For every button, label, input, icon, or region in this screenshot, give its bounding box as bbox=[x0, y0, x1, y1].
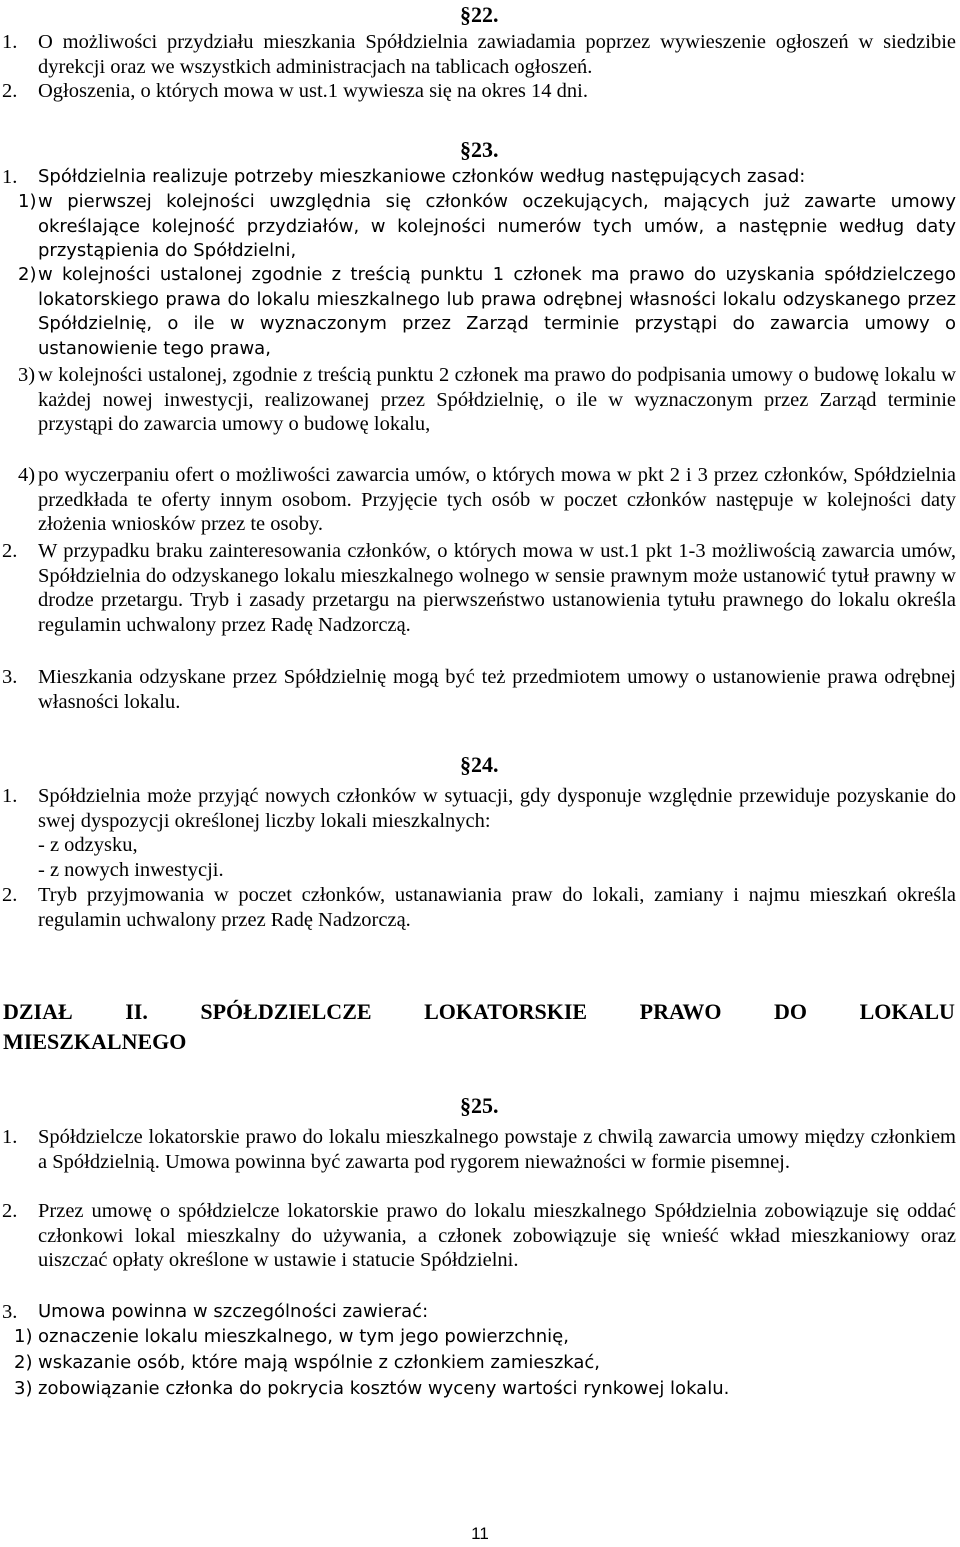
sec22-p1-text: O możliwości przydziału mieszkania Spółdzielnia zawiadamia poprzez wywieszenie ogłoszeń w siedzibie dyrekcji oraz we wszystkich administracjach na tablicach ogłoszeń. bbox=[38, 31, 956, 78]
sec23-p3-number: 3. bbox=[2, 666, 18, 688]
sec25-sub2-text: wskazanie osób, które mają wspólnie z członkiem zamieszkać, bbox=[38, 1352, 601, 1373]
sec24-dash-item-2: - z nowych inwestycji. bbox=[38, 859, 224, 881]
sec24-dash-item-1: - z odzysku, bbox=[38, 834, 138, 856]
division-word: DZIAŁ bbox=[3, 999, 73, 1024]
division-word: SPÓŁDZIELCZE bbox=[200, 999, 372, 1024]
division-word: LOKALU bbox=[859, 999, 955, 1024]
sec23-paragraph-1 bbox=[2, 165, 956, 190]
sec25-sub3-text: zobowiązanie członka do pokrycia kosztów wyceny wartości rynkowej lokalu. bbox=[38, 1378, 730, 1399]
sec23-sub2-text: w kolejności ustalonej zgodnie z treścią punktu 1 członek ma prawo do uzyskania spółdzielczego lokatorskiego prawa do lokalu mieszkalnego lub prawa odrębnej własności lokalu odzyskanego przez Spółdzielnię, o ile w wyznaczonym przez Zarząd terminie przystąpi do zawarcia umowy o ustanowienie tego prawa, bbox=[38, 264, 956, 359]
sec22-p1-number: 1. bbox=[2, 31, 18, 53]
sec23-subitem-3 bbox=[18, 363, 956, 437]
division-heading bbox=[3, 997, 955, 1057]
sec23-sub3-text: w kolejności ustalonej, zgodnie z treścią punktu 2 członek ma prawo do podpisania umowy o budowę lokalu w każdej nowej inwestycji, realizowanej przez Spółdzielnię, o ile w wyznaczonym przez Zarząd terminie przystąpi do zawarcia umowy o budowę lokalu, bbox=[38, 364, 956, 435]
sec23-p1-text: Spółdzielnia realizuje potrzeby mieszkaniowe członków według następujących zasad: bbox=[38, 166, 806, 187]
sec24-p2-text: Tryb przyjmowania w poczet członków, ustanawiania praw do lokali, zamiany i najmu mieszkań określa regulamin uchwalony przez Radę Nadzorczą. bbox=[38, 884, 956, 931]
sec23-sub4-number: 4) bbox=[18, 464, 36, 486]
sec23-subitem-4 bbox=[18, 463, 956, 537]
division-word: DO bbox=[774, 999, 808, 1024]
sec23-sub1-number: 1) bbox=[18, 191, 37, 212]
section-23-heading: §23. bbox=[460, 137, 499, 162]
sec23-sub3-number: 3) bbox=[18, 364, 36, 386]
sec22-p2-text: Ogłoszenia, o których mowa w ust.1 wywiesza się na okres 14 dni. bbox=[38, 80, 588, 102]
sec25-p3-text: Umowa powinna w szczególności zawierać: bbox=[38, 1301, 429, 1322]
sec25-paragraph-2 bbox=[2, 1199, 956, 1273]
sec23-p2-text: W przypadku braku zainteresowania członków, o których mowa w ust.1 pkt 1-3 możliwością zawarcia umów, Spółdzielnia do odzyskanego lokalu mieszkalnego wolnego w sensie prawnym może ustanowić tytuł prawny w drodze przetargu. Tryb i zasady przetargu na pierwszeństwo ustanowienia tytułu prawnego do lokalu określa regulamin uchwalony przez Radę Nadzorczą. bbox=[38, 540, 956, 636]
sec23-p2-number: 2. bbox=[2, 540, 18, 562]
division-heading-line-2: MIESZKALNEGO bbox=[3, 1029, 187, 1054]
page-number: 11 bbox=[471, 1524, 489, 1543]
sec25-paragraph-1 bbox=[2, 1125, 956, 1174]
sec25-p1-text: Spółdzielcze lokatorskie prawo do lokalu mieszkalnego powstaje z chwilą zawarcia umowy między członkiem a Spółdzielnią. Umowa powinna być zawarta pod rygorem nieważności w formie pisemnej. bbox=[38, 1126, 956, 1173]
sec25-subitem-2 bbox=[14, 1351, 956, 1376]
sec23-paragraph-3 bbox=[2, 665, 956, 714]
division-word: II. bbox=[125, 999, 148, 1024]
sec23-sub1-text: w pierwszej kolejności uwzględnia się członków oczekujących, mających już zawarte umowy określające kolejność przydziałów, w kolejności numerów tych umów, a następnie według daty przystąpienia do Spółdzielni, bbox=[38, 191, 956, 261]
sec25-sub1-text: oznaczenie lokalu mieszkalnego, w tym jego powierzchnię, bbox=[38, 1326, 569, 1347]
sec25-sub2-number: 2) bbox=[14, 1352, 33, 1373]
sec23-p1-number: 1. bbox=[2, 166, 18, 188]
sec25-p3-number: 3. bbox=[2, 1301, 18, 1323]
sec22-paragraph-2 bbox=[2, 79, 956, 104]
sec25-paragraph-3 bbox=[2, 1300, 956, 1325]
section-25-heading: §25. bbox=[460, 1093, 499, 1118]
sec25-p2-number: 2. bbox=[2, 1200, 18, 1222]
sec23-sub4-text: po wyczerpaniu ofert o możliwości zawarcia umów, o których mowa w pkt 2 i 3 przez członków, Spółdzielnia przedkłada te oferty innym osobom. Przyjęcie tych osób w poczet członków następuje w kolejności daty złożenia wniosków przez te osoby. bbox=[38, 464, 956, 535]
sec25-p1-number: 1. bbox=[2, 1126, 18, 1148]
sec24-p1-number: 1. bbox=[2, 785, 18, 807]
division-word: LOKATORSKIE bbox=[424, 999, 588, 1024]
sec23-paragraph-2 bbox=[2, 539, 956, 637]
sec23-sub2-number: 2) bbox=[18, 264, 37, 285]
section-22-heading: §22. bbox=[460, 2, 499, 27]
sec24-paragraph-1 bbox=[2, 784, 956, 833]
sec23-subitem-1 bbox=[18, 190, 956, 264]
sec25-sub3-number: 3) bbox=[14, 1378, 33, 1399]
sec24-p2-number: 2. bbox=[2, 884, 18, 906]
division-word: PRAWO bbox=[639, 999, 722, 1024]
sec22-paragraph-1 bbox=[2, 30, 956, 79]
sec25-p2-text: Przez umowę o spółdzielcze lokatorskie prawo do lokalu mieszkalnego Spółdzielnia zobowiązuje się oddać członkowi lokal mieszkalny do używania, a członek zobowiązuje się wnieść wkład mieszkaniowy oraz uiszczać opłaty określone w ustawie i statucie Spółdzielni. bbox=[38, 1200, 956, 1271]
sec25-subitem-1 bbox=[14, 1325, 956, 1350]
division-heading-line-1 bbox=[3, 997, 955, 1027]
sec25-subitem-3 bbox=[14, 1377, 956, 1402]
sec23-p3-text: Mieszkania odzyskane przez Spółdzielnię mogą być też przedmiotem umowy o ustanowienie prawa odrębnej własności lokalu. bbox=[38, 666, 956, 713]
sec23-subitem-2 bbox=[18, 263, 956, 361]
sec25-sub1-number: 1) bbox=[14, 1326, 33, 1347]
sec22-p2-number: 2. bbox=[2, 80, 18, 102]
section-24-heading: §24. bbox=[460, 752, 499, 777]
sec24-paragraph-2 bbox=[2, 883, 956, 932]
sec24-p1-text: Spółdzielnia może przyjąć nowych członków w sytuacji, gdy dysponuje względnie przewiduje pozyskanie do swej dyspozycji określonej liczby lokali mieszkalnych: bbox=[38, 785, 956, 832]
